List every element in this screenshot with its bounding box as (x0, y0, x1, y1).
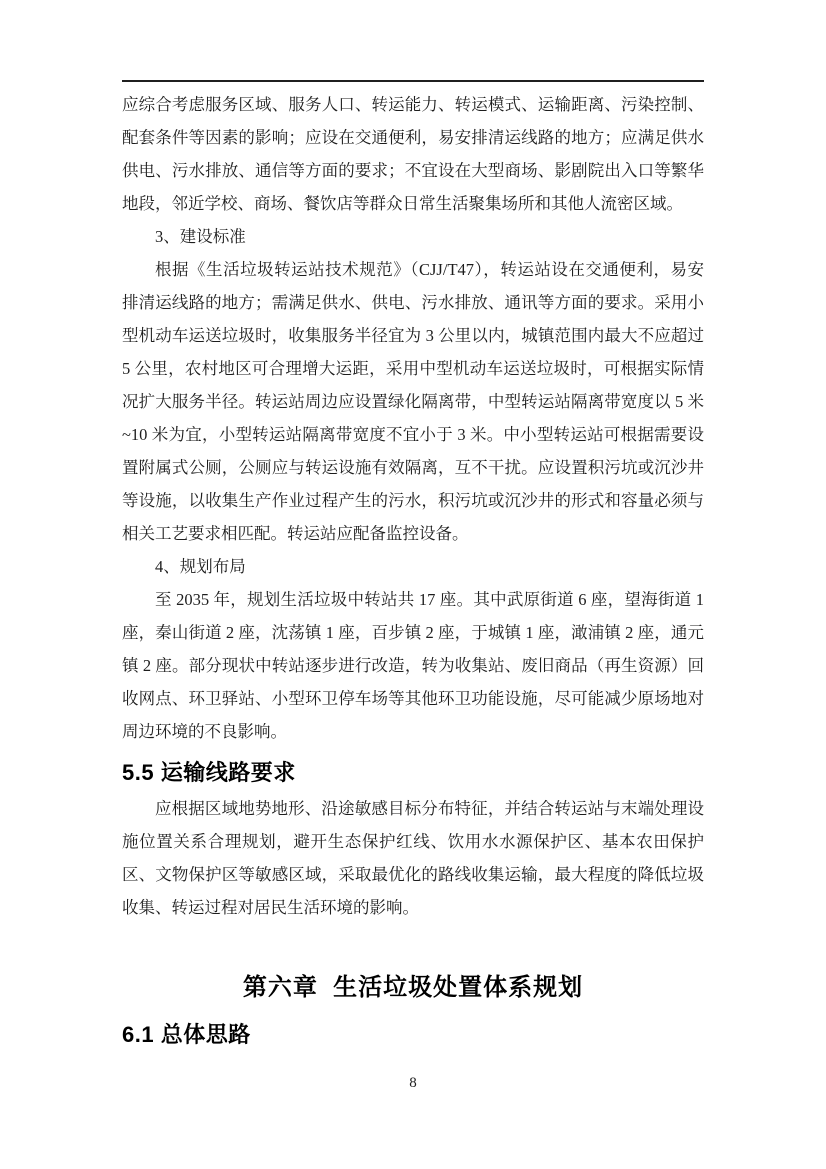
page-number: 8 (409, 1075, 417, 1091)
item-heading-planning-layout: 4、规划布局 (155, 557, 246, 576)
paragraph-construction-standards: 根据《生活垃圾转运站技术规范》（CJJ/T47），转运站设在交通便利，易安排清运线路的地方；需满足供水、供电、污水排放、通讯等方面的要求。采用小型机动车运送垃圾时，收集服务半径宜为 3 公里以内，城镇范围内最大不应超过 5 公里，农村地区可合理增大运距，采用中型机动车运送垃圾时，可根据实际情况扩大服务半径。转运站周边应设置绿化隔离带，中型转运站隔离带宽度以 5 米~10 米为宜，小型转运站隔离带宽度不宜小于 3 米。中小型转运站可根据需要设置附属式公厕，公厕应与转运设施有效隔离，互不干扰。应设置积污坑或沉沙井等设施，以收集生产作业过程产生的污水，积污坑或沉沙井的形式和容量必须与相关工艺要求相匹配。转运站应配备监控设备。 (122, 260, 704, 543)
paragraph-transport-route-requirements: 应根据区域地势地形、沿途敏感目标分布特征，并结合转运站与末端处理设施位置关系合理规划，避开生态保护红线、饮用水水源保护区、基本农田保护区、文物保护区等敏感区域，采取最优化的路线收集运输，最大程度的降低垃圾收集、转运过程对居民生活环境的影响。 (122, 799, 704, 917)
paragraph-siting-factors-continued: 应综合考虑服务区域、服务人口、转运能力、转运模式、运输距离、污染控制、配套条件等因素的影响；应设在交通便利，易安排清运线路的地方；应满足供水供电、污水排放、通信等方面的要求；不宜设在大型商场、影剧院出入口等繁华地段，邻近学校、商场、餐饮店等群众日常生活聚集场所和其他人流密区域。 (122, 95, 704, 213)
item-heading-construction-standards: 3、建设标准 (155, 227, 246, 246)
paragraph-planning-layout: 至 2035 年，规划生活垃圾中转站共 17 座。其中武原街道 6 座，望海街道 1 座，秦山街道 2 座，沈荡镇 1 座，百步镇 2 座，于城镇 1 座，澉浦镇 2 座，通元镇 2 座。部分现状中转站逐步进行改造，转为收集站、废旧商品（再生资源）回收网点、环卫驿站、小型环卫停车场等其他环卫功能设施，尽可能减少原场地对周边环境的不良影响。 (122, 590, 705, 741)
header-rule-divider (122, 80, 704, 82)
section-heading-5-5: 5.5 运输线路要求 (122, 760, 296, 785)
section-heading-6-1: 6.1 总体思路 (122, 1022, 251, 1047)
chapter-heading-6: 第六章 生活垃圾处置体系规划 (242, 974, 584, 1001)
page-content (122, 88, 704, 1054)
